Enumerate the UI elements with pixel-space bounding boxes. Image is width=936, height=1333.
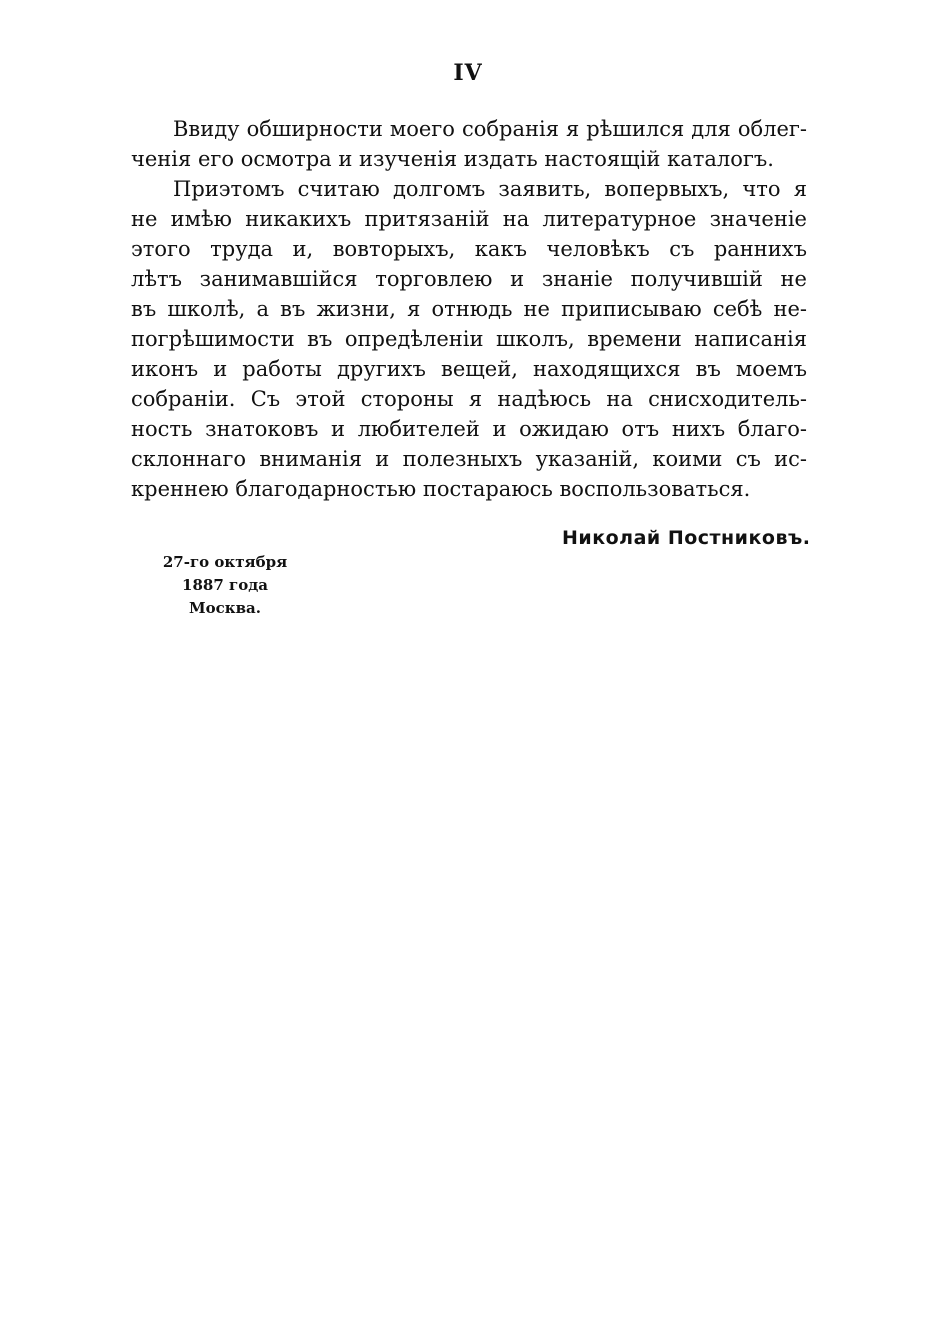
text-line: иконъ и работы другихъ вещей, находящихся въ моемъ: [131, 357, 807, 381]
text-line: Приэтомъ считаю долгомъ заявить, вопервыхъ, что я: [173, 177, 807, 201]
preface-text: [131, 114, 807, 504]
text-line: этого труда и, вовторыхъ, какъ человѣкъ съ раннихъ: [131, 237, 807, 261]
text-line: не имѣю никакихъ притязаній на литературное значеніе: [131, 207, 807, 231]
date-text: 27-го октября: [162, 553, 288, 571]
place-text: Москва.: [189, 599, 261, 617]
text-line: лѣтъ занимавшійся торговлею и знаніе получившій не: [131, 267, 807, 291]
text-line: склоннаго вниманія и полезныхъ указаній, коими съ ис-: [131, 447, 807, 471]
text-line: въ школѣ, а въ жизни, я отнюдь не приписываю себѣ не-: [131, 297, 807, 321]
text-line: ченія его осмотра и изученія издать настоящій каталогъ.: [131, 147, 774, 171]
text-line: Ввиду обширности моего собранія я рѣшился для облег-: [173, 117, 807, 141]
year-text: 1887 года: [182, 576, 268, 594]
text-line: собраніи. Съ этой стороны я надѣюсь на снисходитель-: [131, 387, 807, 411]
dateline: [155, 551, 295, 620]
text-line: ность знатоковъ и любителей и ожидаю отъ нихъ благо-: [131, 417, 807, 441]
author-signature: Николай Постниковъ.: [562, 527, 811, 549]
text-line: погрѣшимости въ опредѣленіи школъ, времени написанія: [131, 327, 807, 351]
page-number: IV: [453, 60, 483, 86]
text-line: креннею благодарностью постараюсь воспользоваться.: [131, 477, 751, 501]
